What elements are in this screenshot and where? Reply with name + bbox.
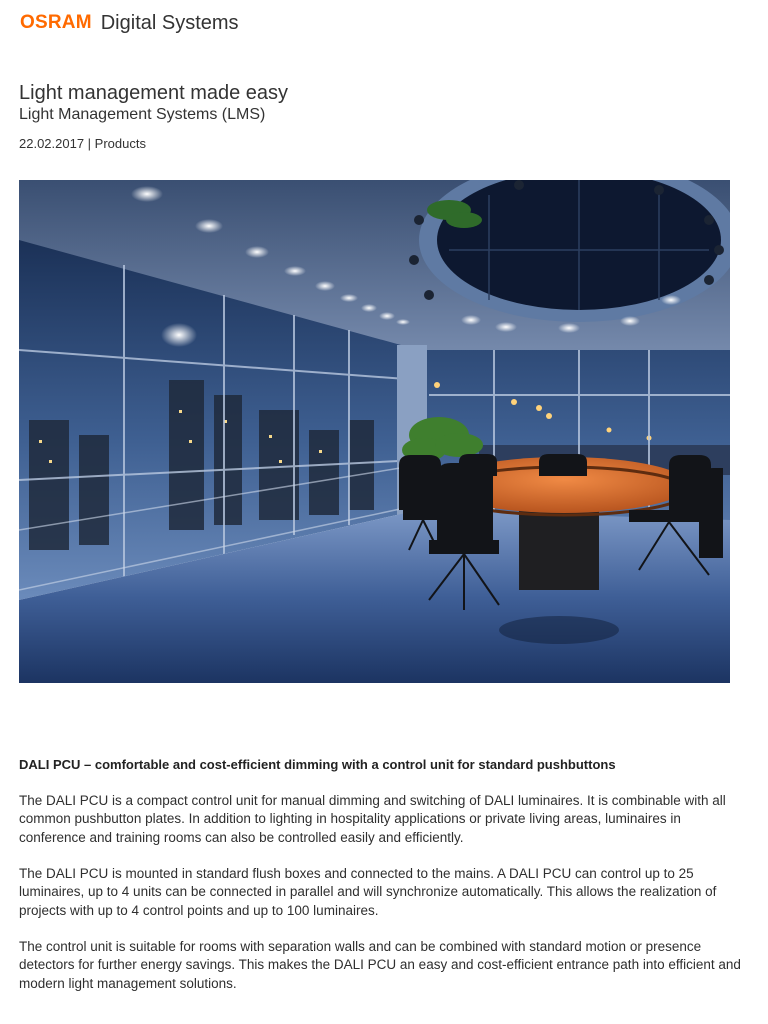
osram-logo: OSRAM [20,12,92,33]
paragraph-intro: The DALI PCU is a compact control unit for manual dimming and switching of DALI luminaires. It is combinable with all common pushbutton plates. In addition to lighting in hospitality applications or private living areas, luminaires in conference and training rooms can also be controlled easily and efficiently. [19,793,726,845]
page-subtitle: Light Management Systems (LMS) [19,106,266,123]
section-heading: DALI PCU – comfortable and cost-efficient dimming with a control unit for standard pushbuttons [19,757,616,772]
header-brand[interactable] [20,10,239,36]
page-title: Light management made easy [19,82,289,104]
paragraph-application: The control unit is suitable for rooms with separation walls and can be combined with standard motion or presence detectors for further energy savings. This makes the DALI PCU an easy and cost-efficient entrance path into efficient and modern light management solutions. [19,939,741,991]
article-meta: 22.02.2017 | Products [19,136,146,151]
paragraph-installation: The DALI PCU is mounted in standard flush boxes and connected to the mains. A DALI PCU can control up to 25 luminaires, up to 4 units can be connected in parallel and will synchronize automatically. This allows the realization of projects with up to 4 control points and up to 100 luminaires. [19,866,717,918]
conference-room-illustration [19,180,730,683]
hero-image [19,180,730,683]
division-name: Digital Systems [100,11,239,34]
